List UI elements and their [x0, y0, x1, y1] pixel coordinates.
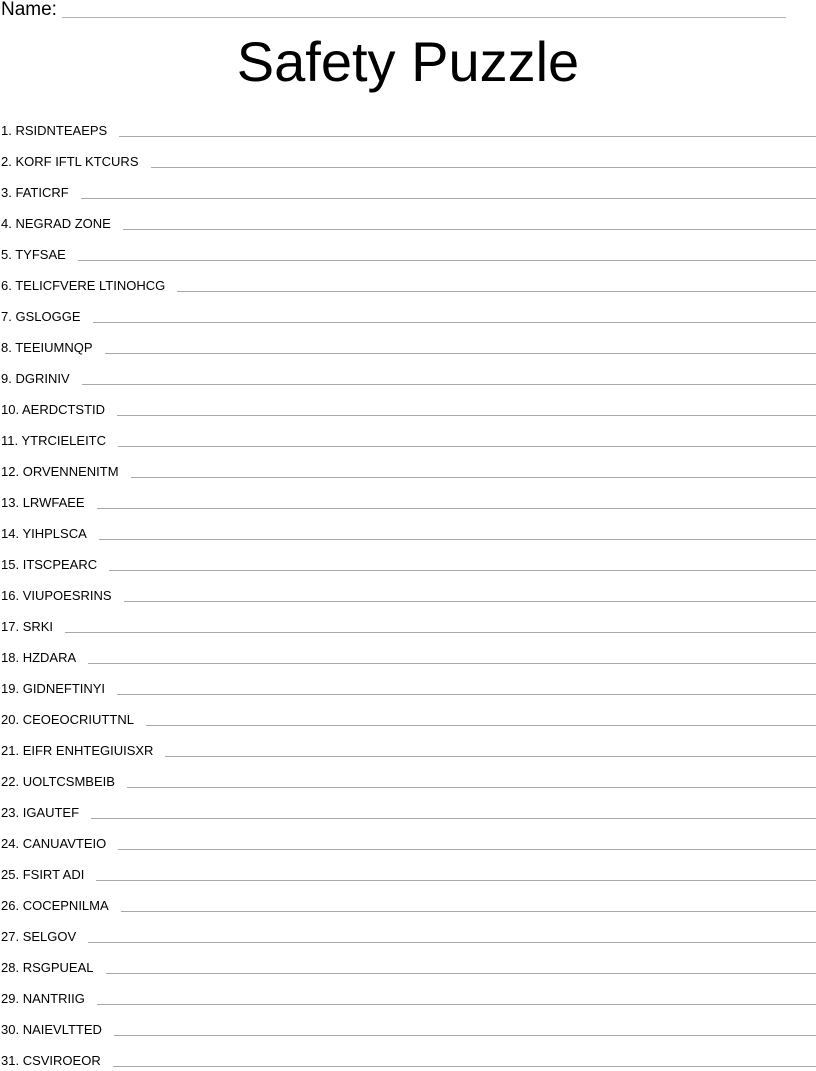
scrambled-word: CSVIROEOR: [23, 1053, 101, 1068]
item-number: 4.: [1, 216, 12, 231]
answer-line[interactable]: [109, 570, 816, 571]
page-title: Safety Puzzle: [0, 29, 816, 95]
puzzle-item-text: [0, 154, 139, 172]
scrambled-word: NEGRAD ZONE: [15, 216, 110, 231]
answer-line[interactable]: [88, 942, 816, 943]
answer-line[interactable]: [88, 663, 816, 664]
puzzle-item-text: [0, 867, 84, 885]
scrambled-word: GIDNEFTINYI: [23, 681, 105, 696]
answer-line[interactable]: [65, 632, 816, 633]
answer-line[interactable]: [93, 322, 816, 323]
puzzle-item: [0, 978, 816, 1009]
scrambled-word: EIFR ENHTEGIUISXR: [23, 743, 154, 758]
item-number: 23.: [1, 805, 19, 820]
puzzle-item-text: [0, 1053, 101, 1071]
answer-line[interactable]: [127, 787, 816, 788]
puzzle-item: [0, 1009, 816, 1040]
answer-line[interactable]: [81, 198, 816, 199]
scrambled-word: AERDCTSTID: [22, 402, 105, 417]
puzzle-item-text: [0, 557, 97, 575]
puzzle-list: [0, 110, 816, 1056]
name-label: Name:: [1, 0, 57, 21]
puzzle-item-text: [0, 960, 94, 978]
puzzle-item: [0, 761, 816, 792]
puzzle-item: [0, 389, 816, 420]
scrambled-word: ORVENNENITM: [23, 464, 119, 479]
puzzle-item-text: [0, 433, 106, 451]
puzzle-item: [0, 637, 816, 668]
name-row: [0, 0, 816, 24]
item-number: 10.: [1, 402, 19, 417]
item-number: 9.: [1, 371, 12, 386]
puzzle-item-text: [0, 526, 87, 544]
item-number: 5.: [1, 247, 12, 262]
answer-line[interactable]: [117, 415, 816, 416]
item-number: 31.: [1, 1053, 19, 1068]
scrambled-word: CANUAVTEIO: [23, 836, 107, 851]
puzzle-item: [0, 513, 816, 544]
scrambled-word: FSIRT ADI: [23, 867, 85, 882]
puzzle-item: [0, 203, 816, 234]
answer-line[interactable]: [97, 1004, 816, 1005]
puzzle-item: [0, 358, 816, 389]
puzzle-item-text: [0, 898, 109, 916]
puzzle-item: [0, 482, 816, 513]
puzzle-item: [0, 823, 816, 854]
puzzle-item: [0, 668, 816, 699]
scrambled-word: YTRCIELEITC: [22, 433, 107, 448]
answer-line[interactable]: [121, 911, 816, 912]
item-number: 19.: [1, 681, 19, 696]
answer-line[interactable]: [99, 539, 816, 540]
scrambled-word: COCEPNILMA: [23, 898, 109, 913]
puzzle-item: [0, 916, 816, 947]
answer-line[interactable]: [96, 880, 816, 881]
puzzle-item: [0, 947, 816, 978]
item-number: 22.: [1, 774, 19, 789]
item-number: 24.: [1, 836, 19, 851]
puzzle-item: [0, 792, 816, 823]
scrambled-word: TYFSAE: [15, 247, 66, 262]
puzzle-item-text: [0, 402, 105, 420]
scrambled-word: RSIDNTEAEPS: [15, 123, 107, 138]
puzzle-item: [0, 606, 816, 637]
answer-line[interactable]: [151, 167, 816, 168]
puzzle-item: [0, 544, 816, 575]
puzzle-item: [0, 730, 816, 761]
answer-line[interactable]: [123, 229, 816, 230]
item-number: 13.: [1, 495, 19, 510]
scrambled-word: TELICFVERE LTINOHCG: [15, 278, 165, 293]
item-number: 11.: [1, 433, 18, 448]
scrambled-word: TEEIUMNQP: [15, 340, 92, 355]
name-answer-line[interactable]: [62, 17, 786, 18]
puzzle-item: [0, 110, 816, 141]
puzzle-item-text: [0, 929, 76, 947]
answer-line[interactable]: [119, 136, 816, 137]
puzzle-item: [0, 172, 816, 203]
item-number: 30.: [1, 1022, 19, 1037]
scrambled-word: CEOEOCRIUTTNL: [23, 712, 134, 727]
scrambled-word: DGRINIV: [15, 371, 69, 386]
scrambled-word: HZDARA: [23, 650, 76, 665]
puzzle-item: [0, 854, 816, 885]
item-number: 1.: [1, 123, 12, 138]
puzzle-item-text: [0, 619, 53, 637]
answer-line[interactable]: [177, 291, 816, 292]
answer-line[interactable]: [131, 477, 816, 478]
puzzle-item-text: [0, 588, 112, 606]
puzzle-item: [0, 1040, 816, 1071]
item-number: 3.: [1, 185, 12, 200]
item-number: 17.: [1, 619, 19, 634]
scrambled-word: UOLTCSMBEIB: [23, 774, 115, 789]
item-number: 15.: [1, 557, 19, 572]
puzzle-item-text: [0, 991, 85, 1009]
puzzle-item: [0, 327, 816, 358]
puzzle-item-text: [0, 278, 165, 296]
item-number: 16.: [1, 588, 19, 603]
puzzle-item-text: [0, 309, 81, 327]
puzzle-item: [0, 265, 816, 296]
item-number: 21.: [1, 743, 19, 758]
scrambled-word: SRKI: [23, 619, 53, 634]
puzzle-item-text: [0, 495, 85, 513]
puzzle-item: [0, 885, 816, 916]
scrambled-word: VIUPOESRINS: [23, 588, 112, 603]
scrambled-word: ITSCPEARC: [23, 557, 97, 572]
answer-line[interactable]: [97, 508, 816, 509]
item-number: 20.: [1, 712, 19, 727]
scrambled-word: RSGPUEAL: [23, 960, 94, 975]
puzzle-item-text: [0, 123, 107, 141]
puzzle-item-text: [0, 216, 111, 234]
item-number: 7.: [1, 309, 12, 324]
answer-line[interactable]: [118, 446, 816, 447]
puzzle-item: [0, 451, 816, 482]
item-number: 28.: [1, 960, 19, 975]
item-number: 25.: [1, 867, 19, 882]
puzzle-item: [0, 699, 816, 730]
puzzle-item-text: [0, 185, 69, 203]
puzzle-item-text: [0, 774, 115, 792]
answer-line[interactable]: [114, 1035, 816, 1036]
answer-line[interactable]: [106, 973, 816, 974]
scrambled-word: GSLOGGE: [15, 309, 80, 324]
puzzle-item-text: [0, 464, 119, 482]
puzzle-item-text: [0, 371, 70, 389]
puzzle-item-text: [0, 1022, 102, 1040]
answer-line[interactable]: [82, 384, 816, 385]
answer-line[interactable]: [118, 849, 816, 850]
scrambled-word: YIHPLSCA: [22, 526, 86, 541]
puzzle-item: [0, 234, 816, 265]
puzzle-item-text: [0, 743, 153, 761]
item-number: 12.: [1, 464, 19, 479]
puzzle-item: [0, 575, 816, 606]
item-number: 26.: [1, 898, 19, 913]
item-number: 27.: [1, 929, 19, 944]
puzzle-item: [0, 420, 816, 451]
scrambled-word: SELGOV: [23, 929, 76, 944]
answer-line[interactable]: [165, 756, 816, 757]
answer-line[interactable]: [113, 1066, 816, 1067]
puzzle-item-text: [0, 650, 76, 668]
puzzle-item: [0, 141, 816, 172]
answer-line[interactable]: [124, 601, 816, 602]
scrambled-word: NANTRIIG: [23, 991, 85, 1006]
answer-line[interactable]: [78, 260, 816, 261]
puzzle-item-text: [0, 340, 93, 358]
puzzle-item-text: [0, 836, 106, 854]
scrambled-word: NAIEVLTTED: [23, 1022, 102, 1037]
item-number: 29.: [1, 991, 19, 1006]
answer-line[interactable]: [91, 818, 816, 819]
item-number: 14.: [1, 526, 19, 541]
scrambled-word: IGAUTEF: [23, 805, 79, 820]
answer-line[interactable]: [146, 725, 816, 726]
puzzle-item: [0, 296, 816, 327]
scrambled-word: KORF IFTL KTCURS: [15, 154, 138, 169]
puzzle-item-text: [0, 712, 134, 730]
puzzle-item-text: [0, 681, 105, 699]
item-number: 18.: [1, 650, 19, 665]
item-number: 6.: [1, 278, 12, 293]
item-number: 8.: [1, 340, 12, 355]
puzzle-item-text: [0, 247, 66, 265]
answer-line[interactable]: [105, 353, 816, 354]
scrambled-word: LRWFAEE: [23, 495, 85, 510]
item-number: 2.: [1, 154, 12, 169]
puzzle-item-text: [0, 805, 79, 823]
scrambled-word: FATICRF: [15, 185, 68, 200]
answer-line[interactable]: [117, 694, 816, 695]
